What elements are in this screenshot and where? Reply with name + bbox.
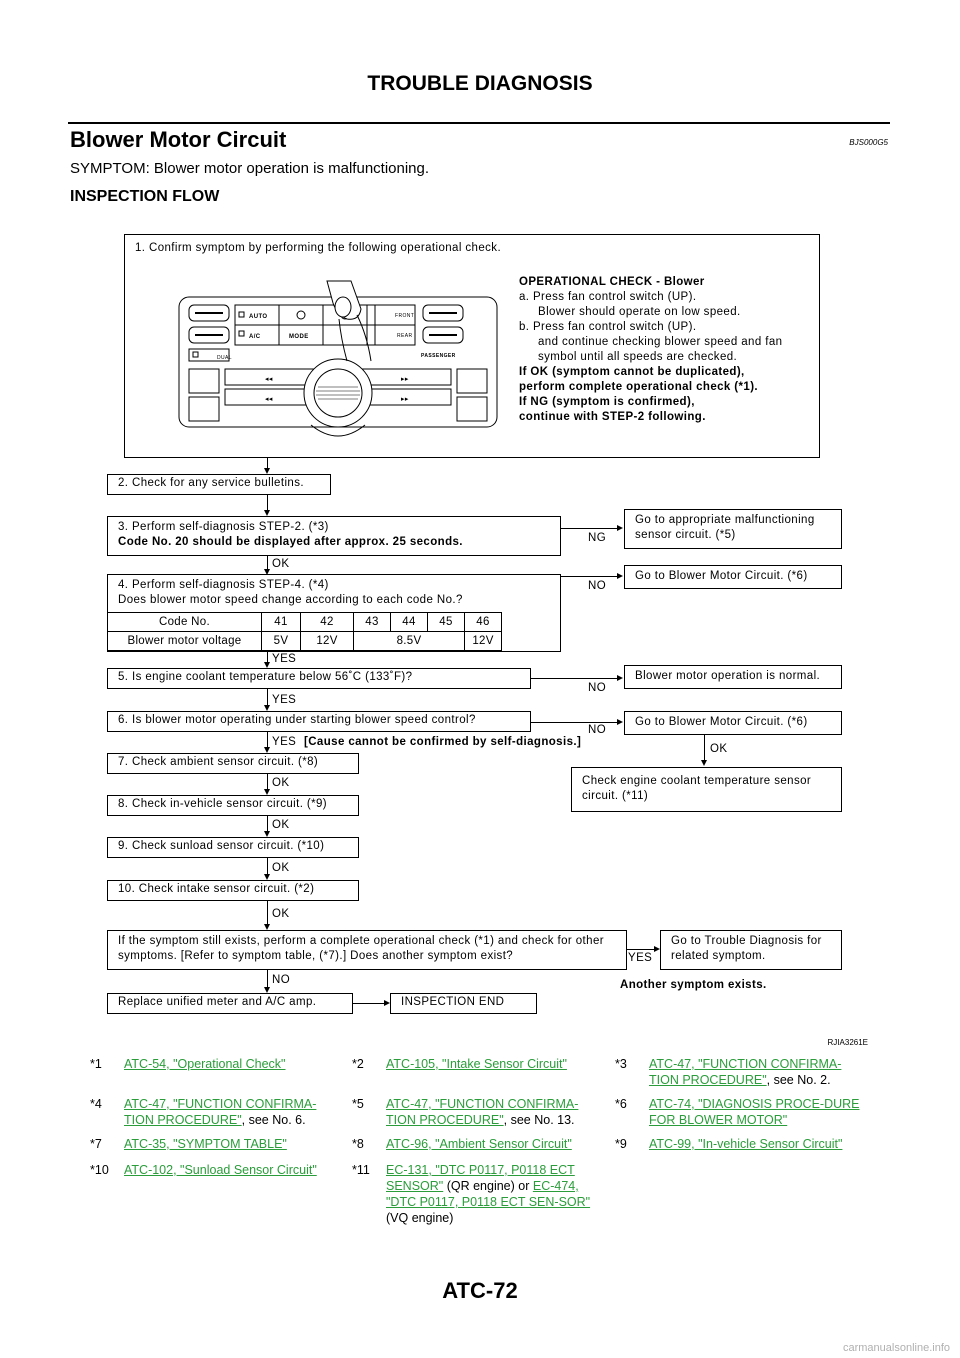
mode-label: MODE — [289, 334, 309, 340]
no-label: NO — [588, 682, 607, 694]
table-cell: Code No. — [108, 613, 262, 632]
another-symptom-text: Another symptom exists. — [620, 979, 767, 991]
yes-label: YES — [272, 653, 297, 665]
ok-label: OK — [272, 819, 290, 831]
table-cell: 42 — [301, 613, 354, 632]
flow-line — [561, 528, 617, 529]
step3-box — [107, 516, 561, 556]
check-line: a. Press fan control switch (UP). — [519, 291, 697, 303]
yes-note: [Cause cannot be confirmed by self-diagnosis.] — [304, 736, 582, 748]
passenger-label: PASSENGER — [421, 353, 456, 359]
table-cell: 12V — [465, 632, 502, 651]
step2-box: 2. Check for any service bulletins. — [107, 474, 331, 495]
flow-line — [267, 816, 268, 832]
check-title: OPERATIONAL CHECK - Blower — [519, 276, 705, 288]
table-cell: Blower motor voltage — [108, 632, 262, 651]
yes-label: YES — [628, 952, 653, 964]
ref-link[interactable]: EC-131, "DTC P0117, P0118 ECT SENSOR" — [386, 1163, 575, 1193]
section-title: Blower Motor Circuit — [70, 127, 287, 152]
table-cell: 8.5V — [354, 632, 465, 651]
step4-line1: 4. Perform self-diagnosis STEP-4. (*4) — [118, 579, 329, 591]
step3-ng-box: Go to appropriate malfunctioning sensor circuit. (*5) — [624, 509, 842, 549]
figure-code: RJIA3261E — [827, 1038, 868, 1047]
page-header: TROUBLE DIAGNOSIS — [367, 72, 593, 95]
flow-line — [561, 576, 617, 577]
ref-num: *7 — [90, 1137, 102, 1151]
ref-text — [386, 1056, 601, 1072]
ref-link[interactable]: ATC-102, "Sunload Sensor Circuit" — [124, 1163, 317, 1177]
ref-text — [124, 1136, 339, 1152]
step6-box: 6. Is blower motor operating under starting blower speed control? — [107, 711, 531, 732]
ref-link[interactable]: ATC-105, "Intake Sensor Circuit" — [386, 1057, 567, 1071]
ref-suffix: (QR engine) or — [443, 1179, 533, 1193]
ref-text — [386, 1096, 601, 1128]
ref-link[interactable]: ATC-47, "FUNCTION CONFIRMA-TION PROCEDURE" — [649, 1057, 842, 1087]
flow-line — [704, 735, 705, 761]
watermark: carmanualsonline.info — [842, 1342, 950, 1354]
ref-suffix: , see No. 2. — [766, 1073, 831, 1087]
step7-side-box: Check engine coolant temperature sensor circuit. (*11) — [571, 767, 842, 812]
flow-arrow — [617, 719, 623, 725]
flow-line — [267, 689, 268, 706]
flow-arrow — [617, 675, 623, 681]
table-row — [108, 632, 502, 651]
flow-arrow — [617, 573, 623, 579]
step11-box: If the symptom still exists, perform a complete operational check (*1) and check for other symptoms. [Refer to symptom table, (*7).] Does another symptom exist? — [107, 930, 627, 970]
svg-text:▸▸: ▸▸ — [401, 376, 409, 383]
ref-text — [386, 1162, 601, 1226]
page-number: ATC-72 — [442, 1278, 518, 1303]
check-bold-line: continue with STEP-2 following. — [519, 411, 706, 423]
table-cell: 43 — [354, 613, 391, 632]
check-line: b. Press fan control switch (UP). — [519, 321, 697, 333]
header-rule — [68, 122, 890, 124]
no-label: NO — [588, 580, 607, 592]
step6-no-box: Go to Blower Motor Circuit. (*6) — [624, 711, 842, 735]
flow-line — [531, 678, 617, 679]
ref-num: *1 — [90, 1057, 102, 1071]
ref-link[interactable]: ATC-96, "Ambient Sensor Circuit" — [386, 1137, 572, 1151]
step3-line2: Code No. 20 should be displayed after approx. 25 seconds. — [118, 536, 463, 548]
auto-label: AUTO — [249, 314, 268, 320]
dual-label: DUAL — [217, 355, 232, 361]
ref-suffix: (VQ engine) — [386, 1211, 454, 1225]
step4-no-box: Go to Blower Motor Circuit. (*6) — [624, 565, 842, 589]
ok-label: OK — [710, 743, 728, 755]
ref-link[interactable]: ATC-35, "SYMPTOM TABLE" — [124, 1137, 287, 1151]
step8-box: 8. Check in-vehicle sensor circuit. (*9) — [107, 795, 359, 816]
front-label: FRONT — [395, 313, 415, 319]
check-line: symbol until all speeds are checked. — [538, 351, 738, 363]
step11-yes-box: Go to Trouble Diagnosis for related symptom. — [660, 930, 842, 970]
flow-line — [353, 1003, 384, 1004]
step9-box: 9. Check sunload sensor circuit. (*10) — [107, 837, 359, 858]
step1-box — [124, 234, 820, 458]
ref-num: *8 — [352, 1137, 364, 1151]
flow-line — [267, 495, 268, 511]
flow-title: INSPECTION FLOW — [70, 188, 220, 205]
table-cell: 46 — [465, 613, 502, 632]
operational-check — [519, 275, 819, 425]
step10-box: 10. Check intake sensor circuit. (*2) — [107, 880, 359, 901]
ref-num: *3 — [615, 1057, 627, 1071]
step1-text: 1. Confirm symptom by performing the following operational check. — [135, 242, 502, 254]
ref-num: *5 — [352, 1097, 364, 1111]
table-cell: 5V — [262, 632, 301, 651]
ok-label: OK — [272, 908, 290, 920]
ref-text — [649, 1096, 864, 1128]
ref-text — [124, 1096, 339, 1128]
ref-text — [386, 1136, 601, 1152]
ref-link[interactable]: ATC-74, "DIAGNOSIS PROCE-DURE FOR BLOWER MOTOR" — [649, 1097, 860, 1127]
check-bold-line: perform complete operational check (*1). — [519, 381, 759, 393]
check-line: Blower should operate on low speed. — [538, 306, 741, 318]
symptom-text: SYMPTOM: Blower motor operation is malfunctioning. — [70, 160, 430, 177]
step7-box: 7. Check ambient sensor circuit. (*8) — [107, 753, 359, 774]
ok-label: OK — [272, 862, 290, 874]
ref-num: *2 — [352, 1057, 364, 1071]
ref-text — [649, 1136, 864, 1152]
ref-num: *10 — [90, 1163, 109, 1177]
ref-num: *9 — [615, 1137, 627, 1151]
ref-num: *11 — [352, 1163, 370, 1177]
yes-label: YES — [272, 694, 297, 706]
flow-line — [267, 774, 268, 790]
step5-box: 5. Is engine coolant temperature below 56˚C (133˚F)? — [107, 668, 531, 689]
check-bold-line: If OK (symptom cannot be duplicated), — [519, 366, 745, 378]
step4-line2: Does blower motor speed change according to each code No.? — [118, 594, 463, 606]
no-label: NO — [588, 724, 607, 736]
voltage-table — [107, 612, 502, 651]
ref-num: *6 — [615, 1097, 627, 1111]
control-panel-illustration — [171, 275, 501, 453]
yes-label: YES — [272, 736, 297, 748]
flow-line — [267, 732, 268, 748]
rear-label: REAR — [397, 333, 413, 339]
check-bold-line: If NG (symptom is confirmed), — [519, 396, 695, 408]
step3-line1: 3. Perform self-diagnosis STEP-2. (*3) — [118, 521, 329, 533]
check-line: and continue checking blower speed and fan — [538, 336, 783, 348]
table-cell: 44 — [391, 613, 428, 632]
flow-arrow — [617, 525, 623, 531]
table-cell: 45 — [428, 613, 465, 632]
ref-suffix: , see No. 13. — [503, 1113, 575, 1127]
table-row — [108, 613, 502, 632]
svg-text:▸▸: ▸▸ — [401, 396, 409, 403]
table-cell: 41 — [262, 613, 301, 632]
ac-label: A/C — [249, 334, 261, 340]
flow-line — [267, 858, 268, 875]
ref-link[interactable]: ATC-47, "FUNCTION CONFIRMA-TION PROCEDURE" — [124, 1097, 317, 1127]
ref-link[interactable]: ATC-99, "In-vehicle Sensor Circuit" — [649, 1137, 843, 1151]
ng-label: NG — [588, 532, 607, 544]
ref-suffix: , see No. 6. — [241, 1113, 306, 1127]
ref-link[interactable]: ATC-54, "Operational Check" — [124, 1057, 286, 1071]
no-label: NO — [272, 974, 291, 986]
ok-label: OK — [272, 777, 290, 789]
table-cell: 12V — [301, 632, 354, 651]
ref-num: *4 — [90, 1097, 102, 1111]
inspection-end-box: INSPECTION END — [390, 993, 537, 1014]
flow-line — [267, 970, 268, 988]
ref-text — [124, 1056, 339, 1072]
section-code: BJS000G5 — [849, 138, 888, 147]
ok-label: OK — [272, 558, 290, 570]
final-box: Replace unified meter and A/C amp. — [107, 993, 353, 1014]
flow-arrow — [701, 760, 707, 766]
ref-link[interactable]: ATC-47, "FUNCTION CONFIRMA-TION PROCEDURE" — [386, 1097, 579, 1127]
step5-no-box: Blower motor operation is normal. — [624, 665, 842, 689]
ref-text — [124, 1162, 339, 1178]
flow-line — [627, 949, 654, 950]
ref-link[interactable]: EC-474, "DTC P0117, P0118 ECT SEN-SOR" — [386, 1179, 591, 1209]
ref-text — [649, 1056, 864, 1088]
svg-text:◂◂: ◂◂ — [265, 396, 273, 403]
flow-line — [531, 722, 617, 723]
svg-text:◂◂: ◂◂ — [265, 376, 273, 383]
flow-line — [267, 901, 268, 925]
